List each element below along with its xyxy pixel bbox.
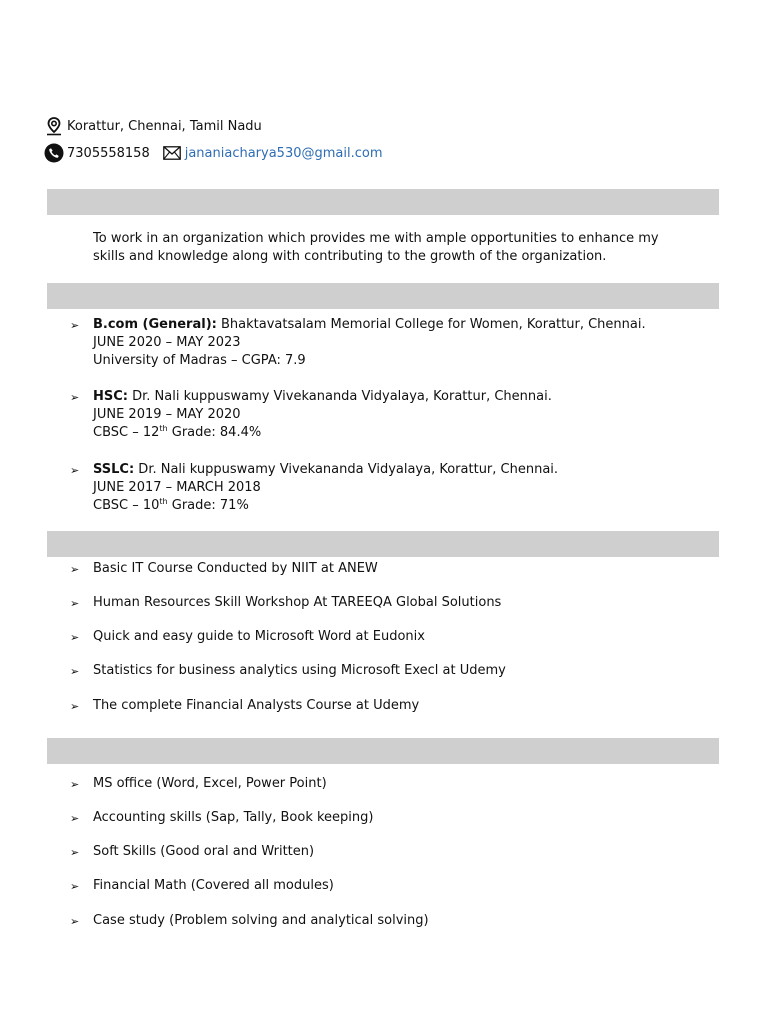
education-period: JUNE 2017 – MARCH 2018 xyxy=(93,480,261,495)
location-text: Korattur, Chennai, Tamil Nadu xyxy=(67,118,262,134)
arrow-bullet-icon: ➢ xyxy=(70,563,80,576)
arrow-bullet-icon: ➢ xyxy=(70,812,80,825)
email-link[interactable]: jananiacharya530@gmail.com xyxy=(184,145,383,161)
education-degree: HSC: xyxy=(93,389,128,404)
education-institution: Bhaktavatsalam Memorial College for Women, Korattur, Chennai. xyxy=(216,317,646,332)
skill-item: Accounting skills (Sap, Tally, Book keeping) xyxy=(93,810,374,825)
education-detail: University of Madras – CGPA: 7.9 xyxy=(93,353,306,368)
skill-item: MS office (Word, Excel, Power Point) xyxy=(93,776,327,791)
education-detail: CBSC – 12th Grade: 84.4% xyxy=(93,424,262,440)
education-period: JUNE 2020 – MAY 2023 xyxy=(93,335,241,350)
certification-item: Quick and easy guide to Microsoft Word at Eudonix xyxy=(93,629,425,644)
education-entry xyxy=(93,461,558,515)
education-section-band xyxy=(47,283,719,309)
arrow-bullet-icon: ➢ xyxy=(70,880,80,893)
education-institution: Dr. Nali kuppuswamy Vivekananda Vidyalaya, Korattur, Chennai. xyxy=(127,389,552,404)
arrow-bullet-icon: ➢ xyxy=(70,915,80,928)
arrow-bullet-icon: ➢ xyxy=(70,319,80,332)
education-degree: SSLC: xyxy=(93,462,135,477)
envelope-icon xyxy=(163,146,181,160)
phone-text: 7305558158 xyxy=(67,145,150,161)
certification-item: The complete Financial Analysts Course at Udemy xyxy=(93,698,420,713)
certification-item: Basic IT Course Conducted by NIIT at ANEW xyxy=(93,561,378,576)
arrow-bullet-icon: ➢ xyxy=(70,665,80,678)
location-pin-icon xyxy=(44,116,64,136)
arrow-bullet-icon: ➢ xyxy=(70,391,80,404)
education-entry xyxy=(93,316,646,370)
contact-location-row xyxy=(44,116,262,136)
arrow-bullet-icon: ➢ xyxy=(70,778,80,791)
certification-item: Human Resources Skill Workshop At TAREEQA Global Solutions xyxy=(93,595,502,610)
objective-section-band xyxy=(47,189,719,215)
certifications-section-band xyxy=(47,531,719,557)
arrow-bullet-icon: ➢ xyxy=(70,464,80,477)
education-period: JUNE 2019 – MAY 2020 xyxy=(93,407,241,422)
arrow-bullet-icon: ➢ xyxy=(70,631,80,644)
skills-section-band xyxy=(47,738,719,764)
education-degree: B.com (General): xyxy=(93,317,217,332)
education-institution: Dr. Nali kuppuswamy Vivekananda Vidyalaya, Korattur, Chennai. xyxy=(134,462,559,477)
education-entry xyxy=(93,388,552,442)
skill-item: Case study (Problem solving and analytical solving) xyxy=(93,913,429,928)
arrow-bullet-icon: ➢ xyxy=(70,846,80,859)
arrow-bullet-icon: ➢ xyxy=(70,597,80,610)
arrow-bullet-icon: ➢ xyxy=(70,700,80,713)
skill-item: Financial Math (Covered all modules) xyxy=(93,878,334,893)
contact-phone-email-row xyxy=(44,143,383,163)
certification-item: Statistics for business analytics using Microsoft Execl at Udemy xyxy=(93,663,506,678)
education-detail: CBSC – 10th Grade: 71% xyxy=(93,497,249,513)
objective-text: To work in an organization which provides me with ample opportunities to enhance my skills and knowledge along with contributing to the growth of the organization. xyxy=(93,231,659,264)
skill-item: Soft Skills (Good oral and Written) xyxy=(93,844,315,859)
phone-icon xyxy=(44,143,64,163)
